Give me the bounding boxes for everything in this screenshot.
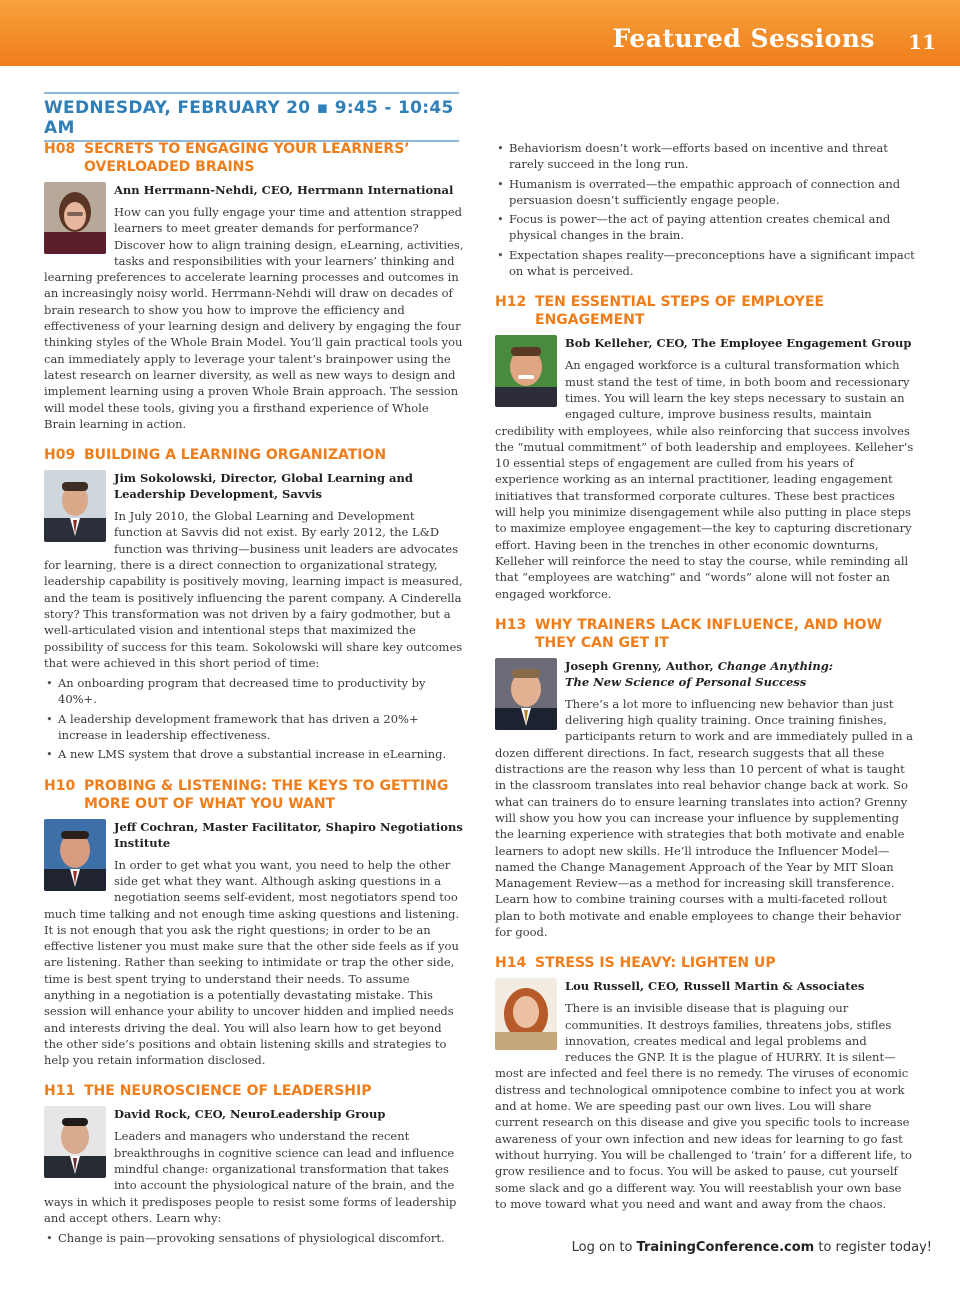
session-title: WHY TRAINERS LACK INFLUENCE, AND HOW THEY CAN GET IT <box>535 616 883 651</box>
session-heading <box>44 446 464 464</box>
speaker-photo <box>44 1106 106 1178</box>
session-heading <box>44 777 464 813</box>
speaker-name: Ann Herrmann-Nehdi, CEO, Herrmann International <box>114 183 454 197</box>
date-time-text: WEDNESDAY, FEBRUARY 20 ▪ 9:45 - 10:45 AM <box>44 98 454 138</box>
session-title: PROBING & LISTENING: THE KEYS TO GETTING MORE OUT OF WHAT YOU WANT <box>84 777 449 812</box>
session-description: An engaged workforce is a cultural transformation which must stand the test of time, in both boom and recessionary times. You will learn the key steps necessary to sustain an engaged culture, improve business results, maintain credibility with employees, while also reinforcing that success involves the “mutual commitment” of both leadership and employees. Kelleher’s 10 essential steps of engagement are culled from his years of experience working as an internal practitioner, leading engagement initiatives that transformed corporate cultures. These best practices will help you minimize disengagement while also putting in place steps to maximize employee engagement—the key to capturing discretionary effort. Having been in the trenches in other economic downturns, Kelleher will reinforce the need to stay the course, while reminding all that “employees are watching” and “words” alone will not foster an engaged workforce. <box>495 358 914 601</box>
session-h11 <box>44 1082 464 1246</box>
speaker-name <box>495 658 915 690</box>
list-item: • Focus is power—the act of paying attention creates chemical and physical changes in the brain. <box>495 211 915 244</box>
footer-prefix: Log on to <box>571 1240 637 1255</box>
session-description: There’s a lot more to influencing new behavior than just delivering high quality training. Once training finishes, participants return to work and are immediately pulled in a dozen different directions. In fact, research suggests that all these distractions are the reason why less than 10 percent of what is taught in the classroom translates into real behavior change back at work. So what can trainers do to ensure learning translates into action? Grenny will show you how you can increase your influence by supplementing the learning experience with strategies that both motivate and enable learners to adopt new skills. He’ll introduce the Influencer Model—named the Change Management Approach of the Year by MIT Sloan Management Review—as a method for increasing skill transference. Learn how to combine training courses with a multi-faceted rollout plan to both motivate and enable employees to change their behavior for good. <box>495 696 913 939</box>
speaker-photo <box>44 470 106 542</box>
speaker-name-text: Joseph Grenny, Author, <box>565 658 718 673</box>
session-h14 <box>495 954 915 1212</box>
session-description: Leaders and managers who understand the recent breakthroughs in cognitive science can lead and influence mindful change: organizational transformation that takes into account the physiological nature of the brain, and the ways in which it predisposes people to resist some forms of leadership and accept others. Learn why: <box>44 1129 457 1225</box>
session-heading <box>44 1082 464 1100</box>
session-description: How can you fully engage your time and attention strapped learners to meet greater demands for performance? Discover how to align training design, eLearning, activities, tasks and responsibilities with your learners’ thinking and learning preferences to accelerate learning processes and outcomes in an increasingly noisy world. Herrmann-Nehdi will draw on decades of brain research to show you how to improve the efficiency and effectiveness of your learning design and delivery by engaging the four thinking styles of the Whole Brain Model. You’ll gain practical tools you can immediately apply to leverage your talent’s brainpower using the latest research on learner diversity, as well as new ways to design and implement learning using a proven Whole Brain approach. The session will model these tools, giving you a firsthand experience of Whole Brain learning in action. <box>44 205 464 431</box>
session-title: STRESS IS HEAVY: LIGHTEN UP <box>535 955 776 972</box>
speaker-photo <box>495 978 557 1050</box>
session-heading <box>495 616 915 652</box>
session-h12 <box>495 293 915 601</box>
left-column <box>44 140 464 1261</box>
date-time-line <box>44 92 459 142</box>
session-h13 <box>495 616 915 940</box>
session-title: TEN ESSENTIAL STEPS OF EMPLOYEE ENGAGEMENT <box>535 294 825 329</box>
footer-suffix: to register today! <box>814 1240 932 1255</box>
header-bar <box>0 0 960 66</box>
list-item: • A leadership development framework that has driven a 20%+ increase in leadership effectiveness. <box>44 711 464 744</box>
speaker-name: Jeff Cochran, Master Facilitator, Shapiro Negotiations Institute <box>114 819 463 850</box>
bullet-list <box>44 1230 464 1246</box>
speaker-book-subtitle: The New Science of Personal Success <box>565 674 807 689</box>
bullet-list <box>44 675 464 762</box>
session-heading <box>495 954 915 972</box>
session-heading <box>44 140 464 176</box>
page-number: 11 <box>908 30 936 54</box>
footer-cta <box>572 1240 932 1255</box>
list-item: • Behaviorism doesn’t work—efforts based on incentive and threat rarely succeed in the long run. <box>495 140 915 173</box>
session-description: In order to get what you want, you need to help the other side get what they want. Although asking questions in a negotiation seems self-evident, most negotiators spend too much time talking and not enough time asking questions and listening. It is not enough that you ask the right questions; in order to be an effective listener you must make sure that the other side feels as if you are listening. Rather than seeking to intimidate or trap the other side, time is best spent trying to understand their needs. To assume anything in a negotiation is a potentially devastating mistake. This session will enhance your ability to uncover hidden and implied needs and interests driving the deal. You will also learn how to get beyond the other side’s positions and obtain listening skills and strategies to help you retain information disclosed. <box>44 857 460 1068</box>
right-column <box>495 140 915 1226</box>
session-description: In July 2010, the Global Learning and Development function at Savvis did not exist. By early 2012, the L&D function was thriving—business unit leaders are advocates for learning, there is a direct connection to organizational strategy, leadership capability is positively moving, learning impact is measured, and the team is positively influencing the parent company. A Cinderella story? This transformation was not driven by a fairy godmother, but a well-articulated vision and intentional steps that maximized the possibility of success for this team. Sokolowski will share key outcomes that were achieved in this short period of time: <box>44 509 463 670</box>
speaker-name: Lou Russell, CEO, Russell Martin & Associates <box>565 979 865 994</box>
list-item: • An onboarding program that decreased time to productivity by 40%+. <box>44 675 464 708</box>
list-item: • A new LMS system that drove a substantial increase in eLearning. <box>44 746 464 762</box>
speaker-photo <box>44 819 106 891</box>
session-code: H12 <box>495 294 527 311</box>
session-h09 <box>44 446 464 762</box>
speaker-photo <box>44 182 106 254</box>
session-heading <box>495 293 915 329</box>
list-item: • Expectation shapes reality—preconceptions have a significant impact on what is perceived. <box>495 247 915 280</box>
session-title: SECRETS TO ENGAGING YOUR LEARNERS’ OVERLOADED BRAINS <box>84 141 410 175</box>
list-item: • Humanism is overrated—the empathic approach of connection and persuasion doesn’t sufficiently engage people. <box>495 176 915 209</box>
bullet-list-continued <box>495 140 915 279</box>
session-h08 <box>44 140 464 432</box>
speaker-photo <box>495 658 557 730</box>
session-title: THE NEUROSCIENCE OF LEADERSHIP <box>84 1083 372 1100</box>
speaker-name: Jim Sokolowski, Director, Global Learning and Leadership Development, Savvis <box>114 471 413 502</box>
session-code: H10 <box>44 777 76 794</box>
session-code: H14 <box>495 955 527 972</box>
list-item: • Change is pain—provoking sensations of physiological discomfort. <box>44 1230 464 1246</box>
session-code: H13 <box>495 616 527 633</box>
session-code: H11 <box>44 1083 76 1100</box>
speaker-name: David Rock, CEO, NeuroLeadership Group <box>114 1107 386 1122</box>
session-code: H08 <box>44 141 76 157</box>
session-title: BUILDING A LEARNING ORGANIZATION <box>84 447 387 464</box>
speaker-name: Bob Kelleher, CEO, The Employee Engagement Group <box>565 336 912 351</box>
speaker-photo <box>495 335 557 407</box>
speaker-book-title: Change Anything: <box>717 658 834 673</box>
section-title: Featured Sessions <box>612 24 875 53</box>
session-description: There is an invisible disease that is plaguing our communities. It destroys families, threatens jobs, stifles innovation, creates medical and legal problems and reduces the GNP. It is the plague of HURRY. It is silent—most are infected and feel there is no remedy. The viruses of economic distress and technological omnipotence combine to infect you at work and at home. We are speeding past our own lives. Lou will share current research on this disease and give you specific tools to increase awareness of your own infection and new ideas for learning to go fast without hurrying. You will be challenged to ‘train’ for a different life, to grow resilience and to focus. You will be asked to pause, cut yourself some slack and go a different way. You will reestablish your own base to move toward what you need and want and away from the chaos. <box>495 1001 912 1211</box>
footer-website-link[interactable]: TrainingConference.com <box>636 1240 815 1255</box>
session-code: H09 <box>44 447 76 464</box>
session-h10 <box>44 777 464 1069</box>
